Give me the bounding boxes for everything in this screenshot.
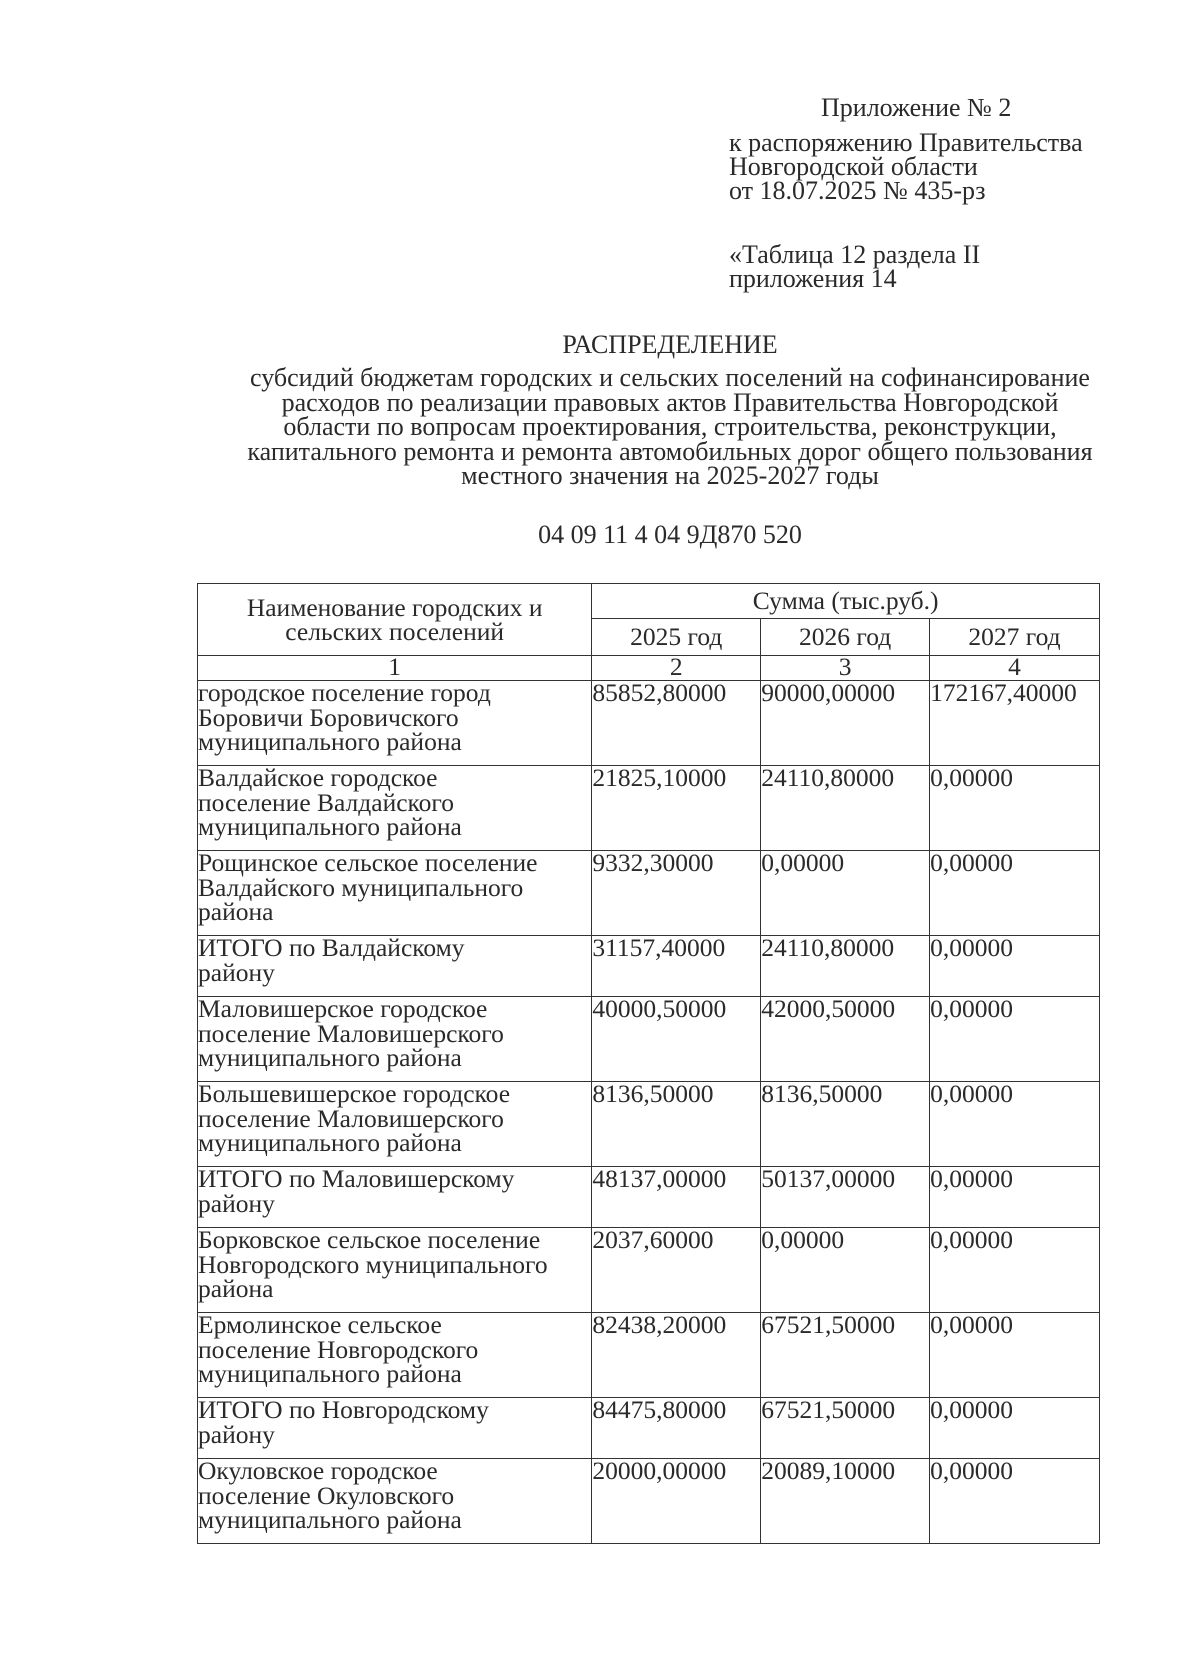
settlement-name-cell: [198, 848, 592, 936]
column-number: 2: [592, 656, 761, 681]
amount-cell-2027: 0,00000: [930, 997, 1100, 1082]
amount-cell-2025: 2037,60000: [592, 1228, 761, 1313]
settlement-name-line: поселение Окуловского: [198, 1480, 455, 1510]
amount-cell-2026: 67521,50000: [761, 1398, 930, 1459]
amount-cell-2027: 0,00000: [930, 1228, 1100, 1313]
amount-cell-2027: 0,00000: [930, 1313, 1100, 1398]
subtitle-line: капитального ремонта и ремонта автомобильных дорог общего пользования: [247, 436, 1093, 466]
settlement-name-line: Боровичи Боровичского: [198, 702, 459, 732]
settlement-name-line: Валдайское городское: [198, 763, 438, 792]
table-row: [198, 851, 1100, 936]
settlement-name-line: району: [198, 957, 275, 987]
table-row: [198, 1228, 1100, 1313]
settlement-name-line: ИТОГО по Маловишерскому: [198, 1164, 515, 1193]
settlement-name-cell: [198, 763, 592, 851]
settlement-name-line: Окуловское городское: [198, 1456, 438, 1485]
annex-line: от 18.07.2025 № 435-рз: [729, 176, 986, 205]
document-subtitle: [200, 363, 1140, 490]
settlement-name-cell: [198, 678, 592, 766]
amount-cell-2025: 20000,00000: [592, 1459, 761, 1544]
amount-cell-2027: 0,00000: [930, 766, 1100, 851]
distribution-table: [197, 583, 1100, 1544]
column-number: 4: [930, 656, 1100, 681]
settlement-name-line: району: [198, 1188, 275, 1218]
settlement-name-line: ИТОГО по Новгородскому: [198, 1395, 489, 1424]
table-row: [198, 1167, 1100, 1228]
amount-cell-2026: 42000,50000: [761, 997, 930, 1082]
subtitle-line: области по вопросам проектирования, строительства, реконструкции,: [283, 412, 1057, 441]
settlement-name-line: Рощинское сельское поселение: [198, 848, 538, 877]
annex-block: [729, 95, 1083, 203]
settlement-name-line: поселение Маловишерского: [198, 1103, 504, 1133]
table-row: [198, 1459, 1100, 1544]
amount-cell-2025: 40000,50000: [592, 997, 761, 1082]
settlement-name-line: муниципального района: [198, 1359, 462, 1388]
settlement-name-line: поселение Маловишерского: [198, 1018, 504, 1048]
settlement-name-line: поселение Валдайского: [198, 787, 454, 817]
amount-cell-2025: 85852,80000: [592, 681, 761, 766]
amount-cell-2025: 8136,50000: [592, 1082, 761, 1167]
table-reference-line: «Таблица 12 раздела II: [729, 240, 981, 269]
settlement-name-line: муниципального района: [198, 812, 462, 841]
amount-cell-2027: 0,00000: [930, 1167, 1100, 1228]
column-number: 1: [198, 656, 592, 681]
budget-code: 04 09 11 4 04 9Д870 520: [538, 520, 802, 549]
settlement-name-cell: [198, 994, 592, 1082]
settlement-name-line: муниципального района: [198, 1043, 462, 1072]
subtitle-line: субсидий бюджетам городских и сельских поселений на софинансирование: [250, 363, 1090, 392]
settlement-name-line: муниципального района: [198, 1128, 462, 1157]
header-year-2026: 2026 год: [761, 619, 930, 656]
table-row: [198, 766, 1100, 851]
amount-cell-2025: 84475,80000: [592, 1398, 761, 1459]
amount-cell-2027: 0,00000: [930, 851, 1100, 936]
table-row: [198, 997, 1100, 1082]
table-reference: [729, 240, 981, 293]
amount-cell-2025: 82438,20000: [592, 1313, 761, 1398]
settlement-name-line: Борковское сельское поселение: [198, 1225, 541, 1254]
table-row: [198, 681, 1100, 766]
amount-cell-2027: 0,00000: [930, 1398, 1100, 1459]
amount-cell-2026: 8136,50000: [761, 1082, 930, 1167]
settlement-name-cell: [198, 1164, 592, 1228]
settlement-name-line: району: [198, 1419, 275, 1449]
subtitle-line: расходов по реализации правовых актов Правительства Новгородской: [281, 387, 1059, 417]
table-row: [198, 1082, 1100, 1167]
amount-cell-2026: 0,00000: [761, 1228, 930, 1313]
settlement-name-line: района: [198, 1274, 274, 1303]
amount-cell-2026: 20089,10000: [761, 1459, 930, 1544]
document-title: РАСПРЕДЕЛЕНИЕ: [562, 330, 778, 359]
amount-cell-2026: 0,00000: [761, 851, 930, 936]
amount-cell-2027: 0,00000: [930, 1082, 1100, 1167]
settlement-name-line: Новгородского муниципального: [198, 1249, 548, 1279]
annex-number: Приложение № 2: [821, 93, 1012, 122]
amount-cell-2026: 24110,80000: [761, 766, 930, 851]
table-reference-line: приложения 14: [729, 264, 897, 293]
settlement-name-cell: [198, 1310, 592, 1398]
amount-cell-2026: 24110,80000: [761, 936, 930, 997]
settlement-name-cell: [198, 1395, 592, 1459]
header-settlement-name: Наименование городских и сельских поселений: [198, 584, 592, 656]
table-row: [198, 936, 1100, 997]
amount-cell-2025: 9332,30000: [592, 851, 761, 936]
settlement-name-line: района: [198, 897, 274, 926]
annex-line: Новгородской области: [729, 152, 978, 181]
table-row: [198, 1398, 1100, 1459]
table-body: [198, 678, 1100, 1544]
settlement-name-line: ИТОГО по Валдайскому: [198, 933, 465, 962]
settlement-name-cell: [198, 1456, 592, 1544]
column-number: 3: [761, 656, 930, 681]
amount-cell-2026: 67521,50000: [761, 1313, 930, 1398]
amount-cell-2025: 31157,40000: [592, 936, 761, 997]
settlement-name-cell: [198, 933, 592, 997]
header-year-2027: 2027 год: [930, 619, 1100, 656]
annex-line: к распоряжению Правительства: [729, 128, 1083, 157]
amount-cell-2027: 0,00000: [930, 936, 1100, 997]
settlement-name-line: городское поселение город: [198, 678, 491, 707]
subtitle-line: местного значения на 2025-2027 годы: [461, 461, 879, 490]
amount-cell-2026: 50137,00000: [761, 1167, 930, 1228]
settlement-name-line: Валдайского муниципального: [198, 872, 524, 902]
table-row: [198, 1313, 1100, 1398]
amount-cell-2027: 172167,40000: [930, 681, 1100, 766]
settlement-name-line: поселение Новгородского: [198, 1334, 479, 1364]
header-sum: Сумма (тыс.руб.): [592, 584, 1100, 619]
settlement-name-cell: [198, 1079, 592, 1167]
amount-cell-2025: 21825,10000: [592, 766, 761, 851]
settlement-name-line: муниципального района: [198, 1505, 462, 1534]
amount-cell-2025: 48137,00000: [592, 1167, 761, 1228]
amount-cell-2027: 0,00000: [930, 1459, 1100, 1544]
settlement-name-line: муниципального района: [198, 727, 462, 756]
amount-cell-2026: 90000,00000: [761, 681, 930, 766]
settlement-name-line: Ермолинское сельское: [198, 1310, 442, 1339]
settlement-name-line: Маловишерское городское: [198, 994, 488, 1023]
settlement-name-cell: [198, 1225, 592, 1313]
header-year-2025: 2025 год: [592, 619, 761, 656]
settlement-name-line: Большевишерское городское: [198, 1079, 511, 1108]
